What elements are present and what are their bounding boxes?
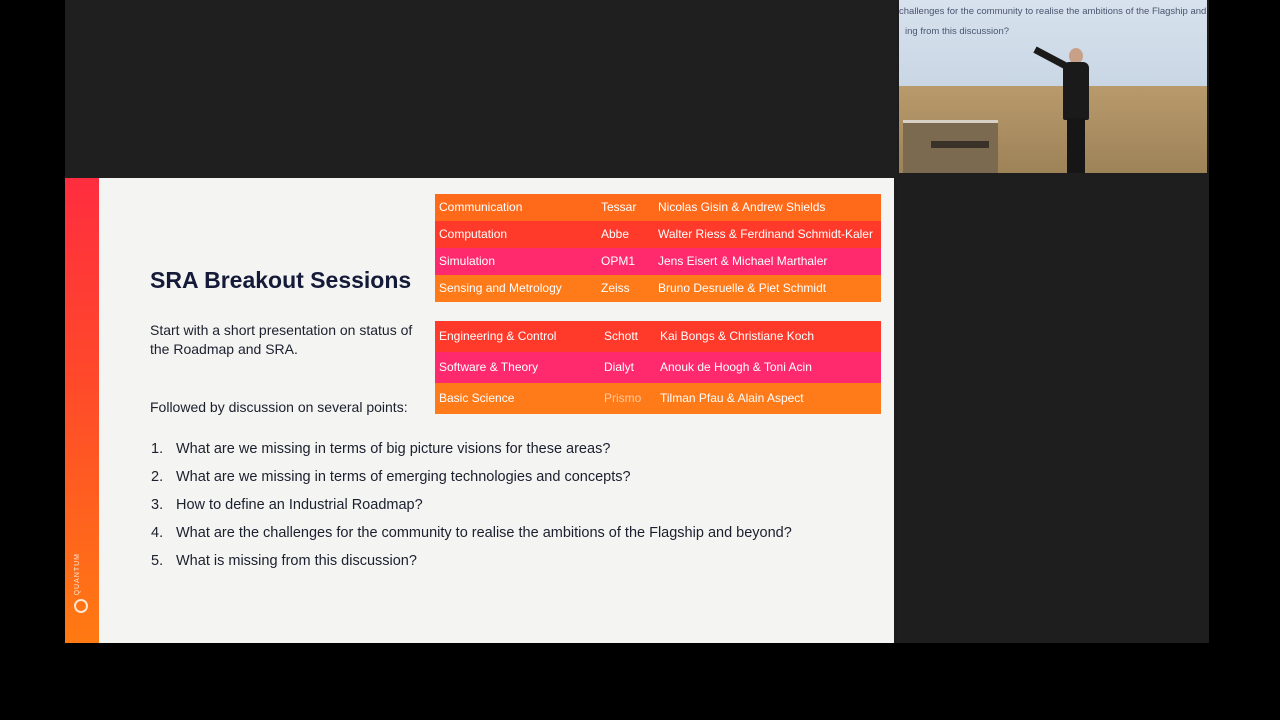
- session-row: [435, 352, 881, 383]
- question-text: What is missing from this discussion?: [176, 553, 417, 569]
- session-topic: Engineering & Control: [439, 329, 557, 343]
- session-chairs: Tilman Pfau & Alain Aspect: [660, 391, 804, 405]
- podium-plate: [931, 141, 989, 148]
- session-row: [435, 275, 881, 302]
- session-room: Prismo: [604, 391, 642, 405]
- session-room: Schott: [604, 329, 639, 343]
- session-row: [435, 194, 881, 221]
- session-room: Dialyt: [604, 360, 635, 374]
- session-row: [435, 221, 881, 248]
- question-number: 2.: [151, 469, 164, 485]
- session-chairs: Bruno Desruelle & Piet Schmidt: [658, 281, 827, 295]
- projected-line: ing from this discussion?: [905, 26, 1010, 37]
- session-row: [435, 383, 881, 414]
- session-topic: Sensing and Metrology: [439, 281, 562, 295]
- session-chairs: Walter Riess & Ferdinand Schmidt-Kaler: [658, 227, 873, 241]
- top-dark-area: [65, 0, 897, 178]
- session-chairs: Jens Eisert & Michael Marthaler: [658, 254, 828, 268]
- question-text: What are we missing in terms of emerging technologies and concepts?: [176, 469, 631, 485]
- session-chairs: Nicolas Gisin & Andrew Shields: [658, 200, 826, 214]
- presentation-slide: [65, 178, 894, 643]
- session-chairs: Kai Bongs & Christiane Koch: [660, 329, 815, 343]
- slide-title: SRA Breakout Sessions: [150, 267, 412, 293]
- sessions-table-1: [435, 194, 881, 302]
- question-number: 1.: [151, 441, 164, 457]
- session-row: [435, 248, 881, 275]
- speaker-figure: [1057, 48, 1093, 173]
- speaker-legs: [1067, 118, 1085, 173]
- brand-text: QUANTUM: [74, 553, 81, 596]
- session-room: Abbe: [601, 227, 630, 241]
- session-topic: Software & Theory: [439, 360, 539, 374]
- question-number: 3.: [151, 497, 164, 513]
- session-topic: Basic Science: [439, 391, 515, 405]
- slide-sidebar: [65, 178, 99, 643]
- session-topic: Simulation: [439, 254, 496, 268]
- speaker-torso: [1063, 62, 1089, 120]
- session-room: Zeiss: [601, 281, 630, 295]
- sessions-table-2: [435, 321, 881, 414]
- slide-intro: Start with a short presentation on status of the Roadmap and SRA.: [150, 322, 413, 357]
- session-room: Tessar: [601, 200, 637, 214]
- session-topic: Computation: [439, 227, 508, 241]
- session-row: [435, 321, 881, 352]
- right-dark-area: [897, 173, 1209, 643]
- question-number: 5.: [151, 553, 164, 569]
- brand-mark: [74, 553, 90, 623]
- quantum-logo-icon: [74, 599, 88, 613]
- session-room: OPM1: [601, 254, 636, 268]
- question-number: 4.: [151, 525, 164, 541]
- podium: [903, 120, 998, 173]
- question-text: What are we missing in terms of big picture visions for these areas?: [176, 441, 611, 457]
- session-chairs: Anouk de Hoogh & Toni Acin: [660, 360, 812, 374]
- question-text: How to define an Industrial Roadmap?: [176, 497, 423, 513]
- session-topic: Communication: [439, 200, 523, 214]
- projected-slide-text: [899, 2, 1207, 42]
- projected-line: challenges for the community to realise the ambitions of the Flagship and: [899, 6, 1207, 17]
- slide-followed-by: Followed by discussion on several points:: [150, 399, 408, 415]
- question-text: What are the challenges for the community to realise the ambitions of the Flagship and beyond?: [176, 525, 792, 541]
- speaker-camera-feed: [899, 0, 1207, 173]
